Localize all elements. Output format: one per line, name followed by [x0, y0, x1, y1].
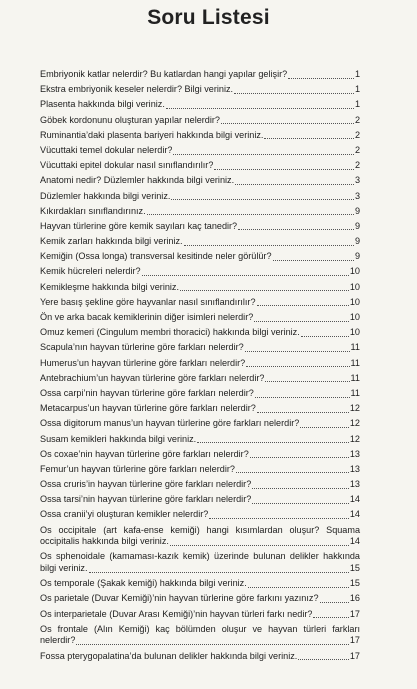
question-entry: [40, 282, 360, 294]
question-entry: [40, 84, 360, 96]
question-entry: [40, 434, 360, 446]
question-text: Vücuttaki epitel dokular nasıl sınıflandırılır?: [40, 160, 214, 171]
question-entry: [40, 130, 360, 142]
page-number: 11: [350, 372, 360, 383]
page-number: 10: [349, 312, 360, 322]
page-number: 12: [349, 433, 360, 444]
question-entry: [40, 206, 360, 218]
page-number: 1: [354, 69, 360, 79]
page-number: 11: [350, 342, 360, 353]
page-number: 10: [349, 327, 360, 338]
question-entry: [40, 175, 360, 187]
page-number: 14: [349, 509, 360, 520]
question-entry: [40, 403, 360, 415]
question-text: Femur’un hayvan türlerine göre farkları nelerdir?: [40, 463, 235, 474]
dot-leader: [264, 138, 354, 139]
question-text: Ossa carpi’nin hayvan türlerine göre farkları nelerdir?: [40, 387, 254, 398]
page-number: 12: [349, 403, 360, 414]
page-number: 2: [354, 129, 360, 140]
dot-leader: [246, 366, 349, 367]
dot-leader: [236, 472, 349, 473]
page-number: 11: [350, 387, 360, 398]
dot-leader: [252, 488, 349, 489]
question-entry: [40, 609, 360, 621]
dot-leader: [214, 169, 354, 170]
dot-leader: [89, 572, 349, 573]
question-entry: [40, 266, 360, 278]
page-title: Soru Listesi: [147, 6, 270, 29]
question-text: Ruminantia’daki plasenta bariyeri hakkında bilgi veriniz.: [40, 129, 264, 140]
question-text: Ossa cruris’in hayvan türlerine göre farkları nelerdir?: [40, 479, 252, 490]
question-text: Humerus’un hayvan türlerine göre farkları nelerdir?: [40, 357, 246, 368]
dot-leader: [300, 427, 349, 428]
question-text: Susam kemikleri hakkında bilgi veriniz.: [40, 433, 197, 444]
page-number: 11: [350, 357, 360, 368]
dot-leader: [255, 397, 350, 398]
page-number: 14: [349, 494, 360, 505]
dot-leader: [313, 617, 348, 618]
dot-leader: [76, 644, 348, 645]
question-text: Kemikleşme hakkında bilgi veriniz.: [40, 281, 179, 292]
page-number: 9: [354, 236, 360, 247]
dot-leader: [221, 123, 354, 124]
dot-leader: [265, 381, 349, 382]
dot-leader: [235, 184, 354, 185]
dot-leader: [288, 78, 354, 79]
page-number: 12: [349, 418, 360, 429]
question-text: Hayvan türlerine göre kemik sayıları kaç tanedir?: [40, 220, 238, 231]
dot-leader: [257, 305, 349, 306]
question-text: Os interparietale (Duvar Arası Kemiği)’nin hayvan türleri farkı nedir?: [40, 608, 313, 619]
dot-leader: [197, 442, 349, 443]
question-text: Embriyonik katlar nelerdir? Bu katlardan hangi yapılar gelişir?: [40, 69, 288, 79]
dot-leader: [238, 229, 354, 230]
page-number: 3: [354, 190, 360, 201]
question-entry: [40, 115, 360, 127]
page-number: 17: [349, 635, 360, 646]
dot-leader: [273, 260, 354, 261]
question-entry: [40, 494, 360, 506]
question-entry: [40, 388, 360, 400]
page-number: 10: [349, 266, 360, 277]
question-entry: [40, 297, 360, 309]
question-text: Yere basış şekline göre hayvanlar nasıl sınıflandırılır?: [40, 296, 256, 307]
dot-leader: [166, 108, 354, 109]
dot-leader: [234, 93, 354, 94]
question-entry: [40, 327, 360, 339]
page-number: 2: [354, 160, 360, 171]
question-entry: [40, 593, 360, 605]
dot-leader: [248, 587, 349, 588]
dot-leader: [257, 412, 349, 413]
question-text: Ossa tarsi’nin hayvan türlerine göre farkları nelerdir?: [40, 494, 252, 505]
question-entry: [40, 358, 360, 370]
question-entry: [40, 578, 360, 590]
question-text: Scapula’nın hayvan türlerine göre farkları nelerdir?: [40, 342, 244, 353]
page-number: 3: [354, 175, 360, 186]
dot-leader: [170, 545, 349, 546]
page-number: 14: [349, 536, 360, 547]
dot-leader: [180, 290, 349, 291]
dot-leader: [301, 336, 349, 337]
dot-leader: [184, 245, 354, 246]
question-text: Antebrachium’un hayvan türlerine göre farkları nelerdir?: [40, 372, 265, 383]
question-entry: [40, 449, 360, 461]
question-text: Plasenta hakkında bilgi veriniz.: [40, 99, 165, 110]
question-entry: [40, 551, 360, 574]
question-text: Ekstra embriyonik keseler nelerdir? Bilgi veriniz.: [40, 84, 234, 95]
question-entry: [40, 651, 360, 663]
question-entry: [40, 145, 360, 157]
question-text-line1: Os frontale (Alın Kemiği) kaç bölümden oluşur ve hayvan türleri farkları: [40, 623, 360, 634]
question-text: Kemik zarları hakkında bilgi veriniz.: [40, 236, 183, 247]
question-list: [40, 69, 360, 666]
page-number: 9: [354, 205, 360, 216]
dot-leader: [171, 199, 354, 200]
question-text-line2: nelerdir?: [40, 635, 76, 646]
page-number: 1: [354, 84, 360, 95]
page-number: 15: [349, 578, 360, 589]
question-entry: [40, 509, 360, 521]
page-number: 9: [354, 251, 360, 262]
question-entry: [40, 418, 360, 430]
dot-leader: [254, 321, 349, 322]
question-text: Göbek kordonunu oluşturan yapılar nelerdir?: [40, 114, 220, 125]
question-text: Os coxae’nin hayvan türlerine göre farkları nelerdir?: [40, 448, 249, 459]
question-text: Omuz kemeri (Cingulum membri thoracici) hakkında bilgi veriniz.: [40, 327, 300, 338]
dot-leader: [250, 457, 349, 458]
page-number: 9: [354, 220, 360, 231]
dot-leader: [245, 351, 350, 352]
page-number: 13: [349, 463, 360, 474]
page-number: 10: [349, 296, 360, 307]
question-entry: [40, 342, 360, 354]
question-text: Ossa cranii’yi oluşturan kemikler nelerdir?: [40, 509, 209, 520]
page-number: 17: [349, 608, 360, 619]
dot-leader: [142, 275, 349, 276]
page-number: 15: [349, 563, 360, 573]
dot-leader: [173, 154, 354, 155]
question-text: Kemiğin (Ossa longa) transversal kesitinde neler görülür?: [40, 251, 272, 262]
page-number: 10: [349, 281, 360, 292]
question-text: Os temporale (Şakak kemiği) hakkında bilgi veriniz.: [40, 578, 247, 589]
question-text-line1: Os occipitale (art kafa-ense kemiği) hangi kısımlardan oluşur? Squama: [40, 524, 360, 535]
page-number: 2: [354, 144, 360, 155]
dot-leader: [209, 518, 349, 519]
question-entry: [40, 464, 360, 476]
question-text: Ossa digitorum manus’un hayvan türlerine göre farkları nelerdir?: [40, 418, 300, 429]
dot-leader: [320, 602, 349, 603]
page-number: 2: [354, 114, 360, 125]
question-entry: [40, 191, 360, 203]
question-entry: [40, 160, 360, 172]
question-text: Düzlemler hakkında bilgi veriniz.: [40, 190, 171, 201]
page-number: 13: [349, 479, 360, 490]
question-entry: [40, 525, 360, 548]
question-text: Vücuttaki temel dokular nelerdir?: [40, 144, 173, 155]
question-text-line2: bilgi veriniz.: [40, 563, 88, 573]
question-text: Anatomi nedir? Düzlemler hakkında bilgi veriniz.: [40, 175, 235, 186]
question-text: Kıkırdakları sınıflandırınız.: [40, 205, 146, 216]
dot-leader: [298, 659, 349, 660]
question-entry: [40, 479, 360, 491]
question-text: Ön ve arka bacak kemiklerinin diğer isimleri nelerdir?: [40, 312, 254, 322]
page-number: 17: [349, 650, 360, 661]
dot-leader: [147, 214, 354, 215]
page-number: 13: [349, 448, 360, 459]
question-entry: [40, 251, 360, 263]
question-entry: [40, 221, 360, 233]
question-entry: [40, 99, 360, 111]
question-entry: [40, 312, 360, 324]
question-text: Metacarpus’un hayvan türlerine göre farkları nelerdir?: [40, 403, 256, 414]
question-entry: [40, 236, 360, 248]
question-text: Kemik hücreleri nelerdir?: [40, 266, 141, 277]
question-text-line1: Os sphenoidale (kamaması-kazık kemik) üzerinde bulunan delikler hakkında: [40, 551, 360, 562]
page-number: 16: [349, 593, 360, 604]
question-entry: [40, 624, 360, 647]
question-entry: [40, 69, 360, 81]
question-entry: [40, 373, 360, 385]
page-number: 1: [354, 99, 360, 110]
question-text: Os parietale (Duvar Kemiği)’nin hayvan türlerine göre farkını yazınız?: [40, 593, 319, 604]
dot-leader: [252, 503, 349, 504]
question-text: Fossa pterygopalatina’da bulunan delikler hakkında bilgi veriniz.: [40, 650, 298, 661]
question-text-line2: occipitalis hakkında bilgi veriniz.: [40, 536, 169, 547]
